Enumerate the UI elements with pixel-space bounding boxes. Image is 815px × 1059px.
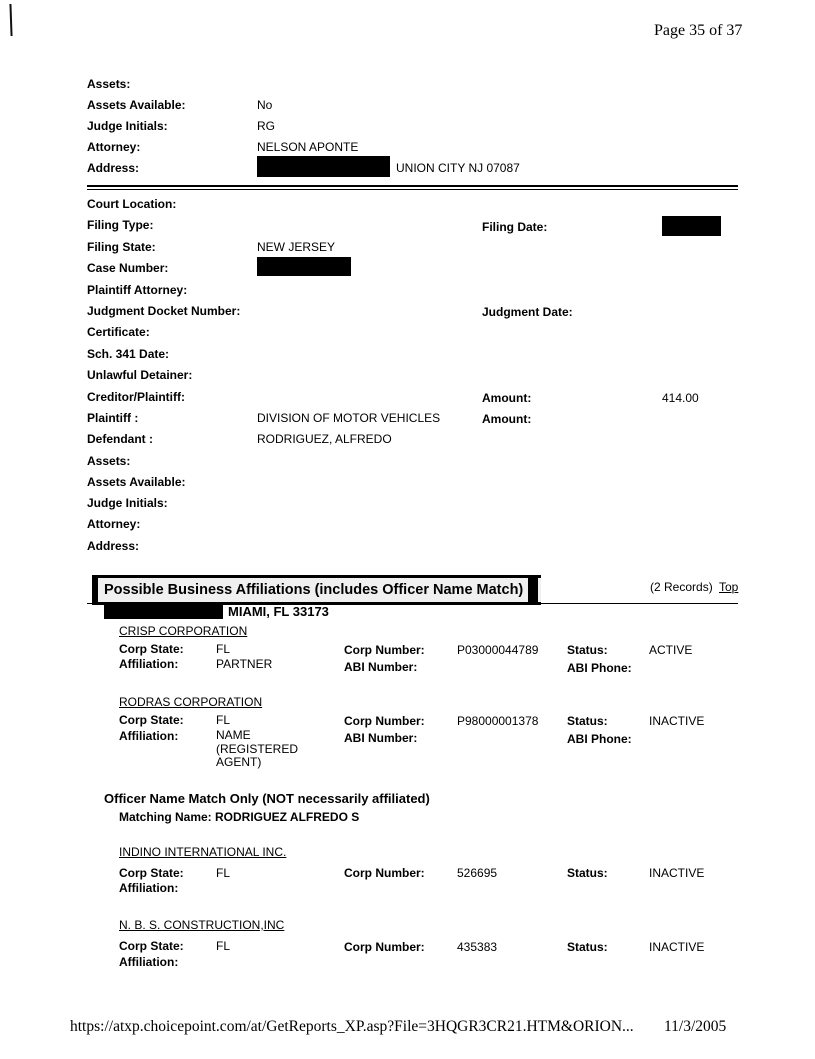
matching-name: Matching Name: RODRIGUEZ ALFREDO S	[119, 810, 360, 824]
abi-number-label: ABI Number:	[344, 660, 418, 674]
unlawful-detainer-label: Unlawful Detainer:	[87, 368, 193, 382]
certificate-label: Certificate:	[87, 325, 150, 339]
amount-value: 414.00	[662, 391, 699, 405]
amount2-label: Amount:	[482, 412, 532, 426]
corp-number-value: P98000001378	[457, 714, 539, 728]
abi-number-label: ABI Number:	[344, 731, 418, 745]
corp-number-label: Corp Number:	[344, 643, 425, 657]
affiliation-line: NAME	[216, 728, 251, 742]
section-title: Possible Business Affiliations (includes Officer Name Match)	[104, 582, 524, 598]
records-count: (2 Records)	[650, 580, 713, 594]
assets-available-value: No	[257, 98, 273, 112]
status-value: INACTIVE	[649, 940, 705, 954]
corp-number-label: Corp Number:	[344, 940, 425, 954]
filing-state-value: NEW JERSEY	[257, 240, 336, 254]
corp-state-value: FL	[216, 642, 231, 656]
officer-match-heading: Officer Name Match Only (NOT necessarily affiliated)	[104, 791, 430, 806]
corp-name-link[interactable]: N. B. S. CONSTRUCTION,INC	[119, 918, 285, 932]
affiliation-label: Affiliation:	[119, 881, 179, 895]
corp-state-label: Corp State:	[119, 866, 184, 880]
case-number-label: Case Number:	[87, 261, 169, 275]
filing-date-label: Filing Date:	[482, 220, 548, 234]
status-label: Status:	[567, 643, 608, 657]
divider	[87, 185, 738, 187]
affiliation-label: Affiliation:	[119, 657, 179, 671]
redaction-box	[662, 216, 721, 236]
assets-label: Assets:	[87, 77, 131, 91]
status-label: Status:	[567, 940, 608, 954]
corp-number-label: Corp Number:	[344, 866, 425, 880]
attorney-label: Attorney:	[87, 140, 141, 154]
plaintiff-label: Plaintiff :	[87, 411, 139, 425]
banner-end-mark	[528, 575, 538, 605]
status-label: Status:	[567, 866, 608, 880]
redaction-box	[257, 156, 390, 177]
corp-state-value: FL	[216, 939, 231, 953]
assets-available-label: Assets Available:	[87, 98, 186, 112]
corp-number-value: P03000044789	[457, 643, 539, 657]
top-link[interactable]: Top	[719, 580, 739, 594]
corp-name-link[interactable]: CRISP CORPORATION	[119, 624, 248, 638]
status-value: INACTIVE	[649, 714, 705, 728]
redaction-box	[104, 602, 223, 619]
section-banner	[92, 575, 541, 605]
scan-mark	[9, 4, 12, 36]
address-value: UNION CITY NJ 07087	[396, 161, 520, 175]
corp-number-value: 435383	[457, 940, 498, 954]
corp-state-value: FL	[216, 866, 231, 880]
corp-number-value: 526695	[457, 866, 498, 880]
abi-phone-label: ABI Phone:	[567, 661, 632, 675]
affiliation-address: MIAMI, FL 33173	[228, 604, 329, 619]
court-location-label: Court Location:	[87, 197, 177, 211]
corp-state-value: FL	[216, 713, 231, 727]
filing-state-label: Filing State:	[87, 240, 156, 254]
plaintiff-attorney-label: Plaintiff Attorney:	[87, 283, 188, 297]
assets-available-label: Assets Available:	[87, 475, 186, 489]
corp-number-label: Corp Number:	[344, 714, 425, 728]
corp-state-label: Corp State:	[119, 642, 184, 656]
affiliation-label: Affiliation:	[119, 729, 179, 743]
status-value: INACTIVE	[649, 866, 705, 880]
creditor-label: Creditor/Plaintiff:	[87, 390, 185, 404]
corp-state-label: Corp State:	[119, 713, 184, 727]
address-label: Address:	[87, 161, 140, 175]
redaction-box	[257, 257, 351, 276]
divider	[87, 189, 738, 190]
corp-name-link[interactable]: INDINO INTERNATIONAL INC.	[119, 845, 287, 859]
footer-date: 11/3/2005	[664, 1018, 727, 1035]
judge-initials-label: Judge Initials:	[87, 119, 168, 133]
judge-initials-label: Judge Initials:	[87, 496, 168, 510]
status-label: Status:	[567, 714, 608, 728]
filing-type-label: Filing Type:	[87, 218, 154, 232]
address-label: Address:	[87, 539, 140, 553]
judge-initials-value: RG	[257, 119, 275, 133]
plaintiff-value: DIVISION OF MOTOR VEHICLES	[257, 411, 441, 425]
affiliation-value: PARTNER	[216, 657, 273, 671]
footer-url: https://atxp.choicepoint.com/at/GetReports_XP.asp?File=3HQGR3CR21.HTM&ORION...	[70, 1018, 634, 1035]
corp-name-link[interactable]: RODRAS CORPORATION	[119, 695, 263, 709]
assets-label: Assets:	[87, 454, 131, 468]
affiliation-line: AGENT)	[216, 755, 262, 769]
affiliation-label: Affiliation:	[119, 955, 179, 969]
amount-label: Amount:	[482, 391, 532, 405]
defendant-label: Defendant :	[87, 432, 153, 446]
status-value: ACTIVE	[649, 643, 693, 657]
page-number: Page 35 of 37	[654, 22, 743, 39]
affiliation-value	[216, 729, 298, 770]
affiliation-line: (REGISTERED	[216, 741, 299, 756]
sch341-label: Sch. 341 Date:	[87, 347, 170, 361]
defendant-value: RODRIGUEZ, ALFREDO	[257, 432, 392, 446]
abi-phone-label: ABI Phone:	[567, 732, 632, 746]
corp-state-label: Corp State:	[119, 939, 184, 953]
attorney-value: NELSON APONTE	[257, 140, 359, 154]
judgment-docket-label: Judgment Docket Number:	[87, 304, 241, 318]
judgment-date-label: Judgment Date:	[482, 305, 573, 319]
attorney-label: Attorney:	[87, 517, 141, 531]
